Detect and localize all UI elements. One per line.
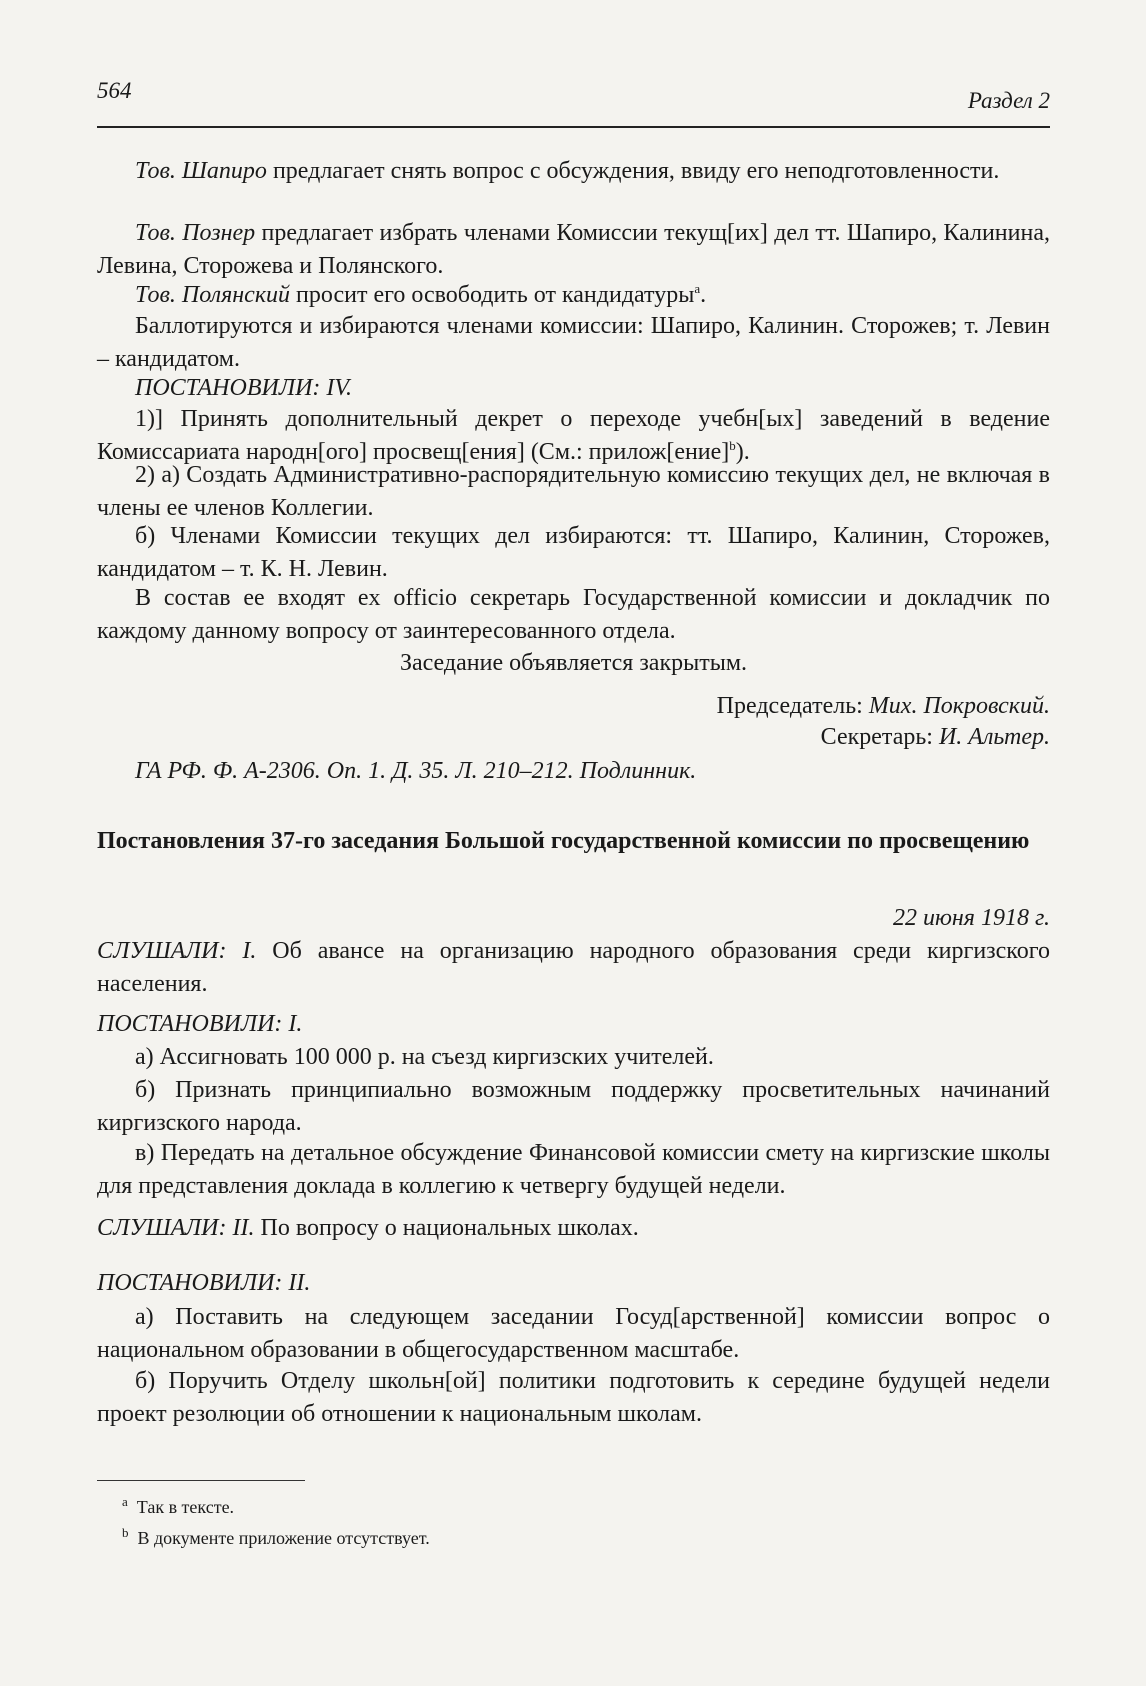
paragraph-pozner xyxy=(97,217,1050,283)
resolved-heading: ПОСТАНОВИЛИ: IV. xyxy=(135,375,352,401)
footnote-text: В документе приложение отсутствует. xyxy=(137,1528,430,1548)
heard-label: СЛУШАЛИ: II. xyxy=(97,1215,255,1241)
footnote-b xyxy=(122,1525,430,1549)
secretary-label: Секретарь: xyxy=(820,724,939,750)
heard-text: По вопросу о национальных школах. xyxy=(254,1215,639,1241)
resolution-1b: б) Признать принципиально возможным поддержку просветительных начинаний киргизского народа. xyxy=(97,1077,1050,1136)
footnote-a xyxy=(122,1494,235,1518)
footnote-divider xyxy=(97,1480,305,1481)
chairman-signature xyxy=(97,690,1050,723)
document-date: 22 июня 1918 г. xyxy=(892,905,1050,931)
paragraph-ballot: Баллотируются и избираются членами комиссии: Шапиро, Калинин. Сторожев; т. Левин – кандидатом. xyxy=(97,313,1050,372)
resolution-2a: а) Поставить на следующем заседании Госуд[арственной] комиссии вопрос о национальном образовании в общегосударственном масштабе. xyxy=(97,1304,1050,1363)
running-header xyxy=(97,78,1050,128)
resolution-2b: б) Поручить Отделу школьн[ой] политики подготовить к середине будущей недели проект резолюции об отношении к национальным школам. xyxy=(97,1368,1050,1427)
resolved-heading-2: ПОСТАНОВИЛИ: II. xyxy=(97,1270,311,1296)
heard-item-1 xyxy=(97,935,1050,1001)
section-title: Раздел 2 xyxy=(967,88,1050,113)
secretary-signature xyxy=(97,721,1050,754)
resolution-1a: а) Ассигновать 100 000 р. на съезд киргизских учителей. xyxy=(135,1044,714,1070)
composition-paragraph: В состав ее входят ex officio секретарь Государственной комиссии и докладчик по каждому данному вопросу от заинтересованного отдела. xyxy=(97,585,1050,644)
footnote-text: Так в тексте. xyxy=(136,1497,235,1517)
chairman-label: Председатель: xyxy=(716,693,869,719)
speaker-name: Тов. Познер xyxy=(135,220,256,246)
paragraph-end: . xyxy=(700,282,707,308)
heard-item-2 xyxy=(97,1212,1050,1245)
paragraph-text: предлагает снять вопрос с обсуждения, ввиду его неподготовленности. xyxy=(266,158,1000,184)
footnote-ref: b xyxy=(729,438,736,453)
paragraph-text: предлагает избрать членами Комиссии текущ[их] дел тт. Шапиро, Калинина, Левина, Сторожева и Полянского. xyxy=(97,220,1050,279)
paragraph-shapiro xyxy=(97,155,1050,188)
heard-text: Об авансе на организацию народного образования среди киргизского населения. xyxy=(97,938,1050,997)
item-end: ). xyxy=(735,439,750,465)
meeting-closed: Заседание объявляется закрытым. xyxy=(399,650,748,676)
heard-label: СЛУШАЛИ: I. xyxy=(97,938,257,964)
chairman-name: Мих. Покровский. xyxy=(868,693,1050,719)
page-number: 564 xyxy=(97,78,132,103)
resolution-item-2b: б) Членами Комиссии текущих дел избираются: тт. Шапиро, Калинин, Сторожев, кандидатом – т. К. Н. Левин. xyxy=(97,523,1050,582)
footnote-ref: a xyxy=(694,281,701,296)
archive-source: ГА РФ. Ф. А-2306. Оп. 1. Д. 35. Л. 210–212. Подлинник. xyxy=(135,758,697,784)
paragraph-polyansky xyxy=(97,279,1050,312)
footnote-mark: b xyxy=(122,1525,129,1540)
paragraph-text: просит его освободить от кандидатуры xyxy=(290,282,695,308)
footnote-mark: a xyxy=(122,1494,128,1509)
resolution-item-2a: 2) а) Создать Административно-распорядительную комиссию текущих дел, не включая в члены ее членов Коллегии. xyxy=(97,462,1050,521)
speaker-name: Тов. Шапиро xyxy=(135,158,267,184)
item-text: 1)] Принять дополнительный декрет о переходе учебн[ых] заведений в ведение Комиссариата народн[ого] просвещ[ения] (См.: прилож[ение] xyxy=(97,406,1050,465)
section-heading: Постановления 37-го заседания Большой государственной комиссии по просвещению xyxy=(97,828,1030,854)
speaker-name: Тов. Полянский xyxy=(135,282,291,308)
resolved-heading-1: ПОСТАНОВИЛИ: I. xyxy=(97,1011,303,1037)
secretary-name: И. Альтер. xyxy=(938,724,1050,750)
resolution-1c: в) Передать на детальное обсуждение Финансовой комиссии смету на киргизские школы для представления доклада в коллегию к четвергу будущей недели. xyxy=(97,1140,1050,1199)
